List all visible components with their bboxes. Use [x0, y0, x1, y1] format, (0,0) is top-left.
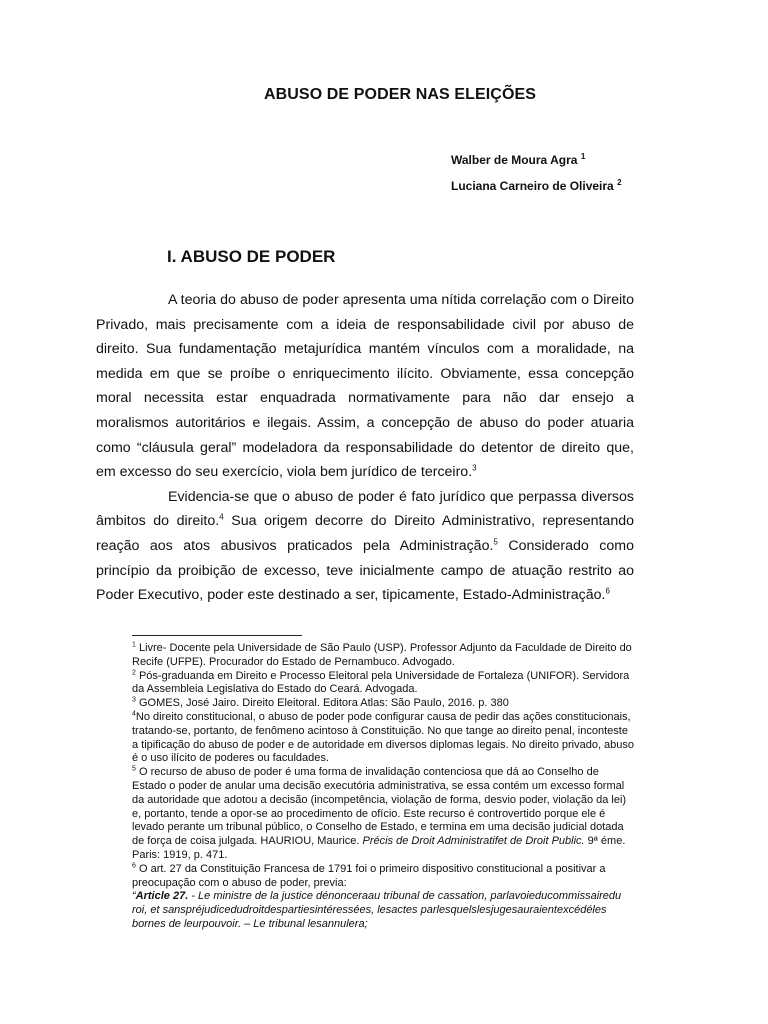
author-name: Luciana Carneiro de Oliveira [451, 179, 614, 193]
footnote [132, 642, 636, 670]
footnote-citation-title: Précis de Droit Administratifet de Droit Public. [362, 835, 585, 848]
document-title: ABUSO DE PODER NAS ELEIÇÕES [263, 86, 537, 103]
paragraph-text: Sua origem decorre do Direito Administrativo, representando reação aos atos abusivos praticados pela Administração. [96, 513, 634, 554]
footnote-number: 2 [132, 668, 136, 676]
author-line [451, 178, 622, 204]
footnote-ref[interactable]: 6 [605, 586, 610, 596]
author-name: Walber de Moura Agra [451, 153, 578, 167]
footnote-number: 3 [132, 696, 136, 704]
footnote-text: Livre- Docente pela Universidade de São Paulo (USP). Professor Adjunto da Faculdade de Direito do Recife (UFPE). Procurador do Estado de Pernambuco. Advogado. [132, 642, 632, 668]
footnote [132, 670, 636, 698]
footnote [132, 863, 636, 891]
footnote-number: 4 [132, 710, 136, 718]
footnote-text: No direito constitucional, o abuso de poder pode configurar causa de pedir das ações constitucionais, tratando-se, portanto, de fenômeno acintoso à Constituição. No que tange ao direito penal, inconteste a tipificação do abuso de poder e de autoridade em diversos diplomas legais. No direito privado, abuso é o uso ilícito de poderes ou faculdades. [132, 710, 635, 765]
quote-article-label: Article 27. [135, 890, 189, 903]
body-text [96, 288, 634, 608]
paragraph-text: Considerado como princípio da proibição de excesso, teve inicialmente campo de atuação restrito ao Poder Executivo, poder este destinado a ser, tipicamente, Estado-Administração. [96, 537, 635, 604]
footnote-text: GOMES, José Jairo. Direito Eleitoral. Editora Atlas: São Paulo, 2016. p. 380 [135, 697, 509, 710]
footnote-number: 5 [132, 765, 136, 773]
quote-text: - Le ministre de la justice dénonceraau tribunal de cassation, parlavoieducommissairedu roi, et sanspréjudicedudroitdespartiesintéressées, lesactes parlesquelslesjugesauraientexcédéles bornes de leurpouvoir. – Le tribunal lesannulera; [132, 890, 622, 930]
footnote-quote [132, 890, 636, 931]
section-heading: I. ABUSO DE PODER [167, 247, 336, 266]
footnote-text: O recurso de abuso de poder é uma forma de invalidação contenciosa que dá ao Conselho de Estado o poder de anular uma decisão executória administrativa, se essa contém um excesso formal da autoridade que adotou a decisão (incompetência, violação de forma, desvio poder, violação da lei) e, portanto, tende a opor-se ao procedimento de ofício. Este recurso é controvertido porque ele é levado perante um tribunal público, o Conselho de Estado, e termina em uma decisão judicial dotada de força de coisa julgada. HAURIOU, Maurice. [132, 766, 627, 848]
footnote-separator [132, 635, 302, 636]
footnote-number: 1 [132, 641, 136, 649]
footnote-ref[interactable]: 5 [493, 537, 498, 547]
footnote-text: Pós-graduanda em Direito e Processo Eleitoral pela Universidade de Fortaleza (UNIFOR). Servidora da Assembleia Legislativa do Estado do Ceará. Advogada. [132, 669, 630, 696]
quote-mark: “ [132, 890, 136, 903]
paragraph-text: Evidencia-se que o abuso de poder é fato jurídico que perpassa diversos âmbitos do direito. [96, 488, 634, 530]
author-footnote-ref[interactable]: 2 [617, 178, 622, 187]
footnote-number: 6 [132, 862, 136, 870]
paragraph-text: A teoria do abuso de poder apresenta uma nítida correlação com o Direito Privado, mais precisamente com a ideia de responsabilidade civil por abuso de direito. Sua fundamentação metajurídica mantém vínculos com a moralidade, na medida em que se proíbe o enriquecimento ilícito. Obviamente, essa concepção moral necessita estar enquadrada normativamente para não dar ensejo a moralismos autoritários e ilegais. Assim, a concepção de abuso do poder atuaria como “cláusula geral” modeladora da responsabilidade do detentor de direito que, em excesso do seu exercício, viola bem jurídico de terceiro. [96, 292, 634, 481]
footnote [132, 766, 636, 863]
footnote [132, 711, 636, 766]
footnote [132, 697, 636, 711]
footnote-ref[interactable]: 4 [219, 512, 224, 522]
footnote-text: 9ª éme. Paris: 1919, p. 471. [132, 835, 626, 861]
footnote-text: O art. 27 da Constituição Francesa de 1791 foi o primeiro dispositivo constitucional a positivar a preocupação com o abuso de poder, previa: [132, 862, 606, 889]
footnote-ref[interactable]: 3 [472, 463, 477, 473]
author-footnote-ref[interactable]: 1 [580, 152, 586, 161]
paragraph [96, 485, 634, 608]
paragraph [96, 288, 634, 485]
footnotes [132, 642, 636, 932]
author-block [451, 152, 622, 204]
author-line [451, 152, 622, 178]
